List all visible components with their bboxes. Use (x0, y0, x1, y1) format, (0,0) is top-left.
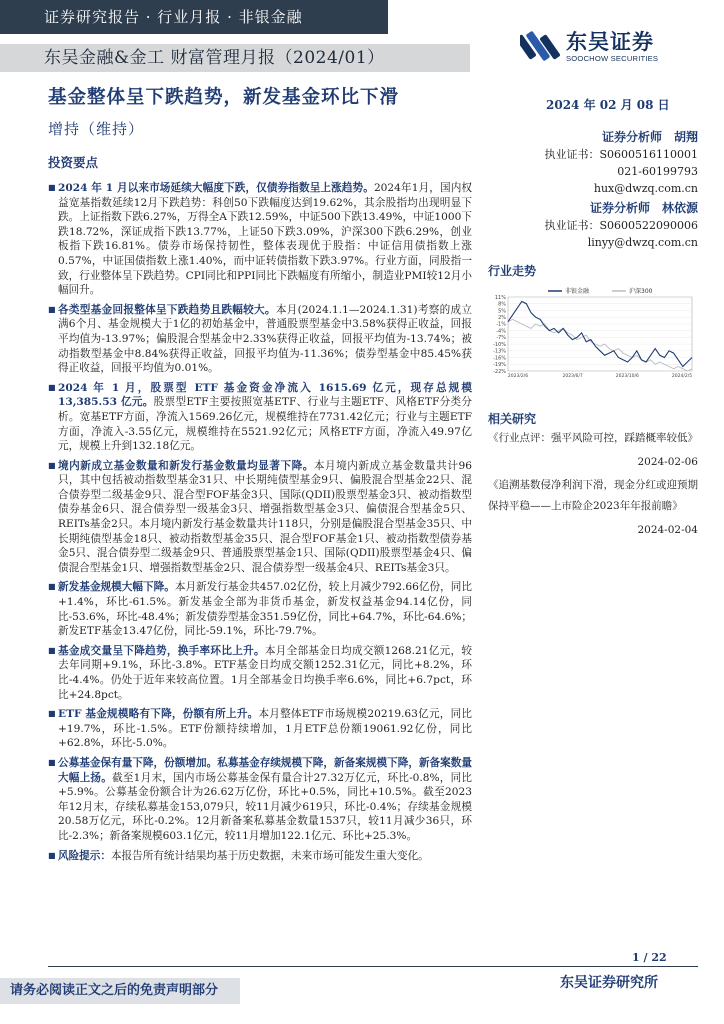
related-item[interactable]: 《行业点评：强平风险可控，踩踏概率较低》 (488, 432, 698, 444)
key-point-lead: 新发基金规模大幅下降。 (58, 581, 175, 594)
y-tick-label: 8% (498, 301, 506, 308)
y-tick-label: -13% (493, 348, 506, 355)
bullet-icon: ■ (48, 183, 56, 192)
company-logo (520, 24, 700, 68)
key-point (48, 707, 472, 751)
bullet-icon: ■ (48, 460, 56, 470)
investment-title: 投资要点 (48, 155, 99, 170)
bullet-icon: ■ (48, 382, 56, 392)
legend-label: 沪深300 (629, 288, 653, 295)
logo-mark-icon (520, 26, 560, 66)
report-category-banner (0, 0, 388, 34)
report-category: 证券研究报告 · 行业月报 · 非银金融 (44, 8, 303, 26)
analyst-phone: 021-60199793 (617, 165, 698, 178)
key-point-text: 2024年1月，国内权益宽基指数延续12月下跌趋势：科创50下跌幅度达到19.62%，其余股指均出现明显下跌。上证指数下跌6.27%，万得全A下跌12.59%，中证500下跌13.49%，中证1000下跌18.72%，深证成指下跌13.77%，上证50下跌3.09%，沪深300下跌6.29%，创业板指下跌16.81%。债券市场保持韧性，整体表现优于股指：中证信用债指数上涨0.57%，中证国债指数上涨1.40%，而中证转债指数下跌3.97%。行业方面，同股指一致，行业整体呈下跌趋势。CPI同比和PPI同比下跌幅度有所缩小，制造业PMI较12月小幅回升。 (58, 182, 472, 297)
key-point-text: 本报告所有统计结果均基于历史数据，未来市场可能发生重大变化。 (110, 849, 429, 862)
key-point-text: 本月整体ETF市场规模20219.63亿元，同比+19.7%，环比-1.5%。ETF份额持续增加，1月ETF总份额19061.92亿份，同比+62.8%，环比-5.0%。 (58, 708, 472, 750)
y-tick-label: -4% (496, 328, 506, 335)
logo-name: 东吴证券 (566, 29, 654, 54)
disclaimer-notice[interactable]: 请务必阅读正文之后的免责声明部分 (0, 978, 240, 1004)
key-point-text: 本月(2024.1.1—2024.1.31)考察的成立满6个月、基金规模大于1亿的初始基金中，普通股票型基金中3.58%获得正收益，回报平均值为-13.97%；偏股混合型基金中2.33%获得正收益，回报平均值为-13.74%；被动指数型基金中8.84%获得正收益，回报平均值为-11.36%；债券型基金中85.45%获得正收益，回报平均值为0.01%。 (58, 303, 472, 375)
analyst-block (488, 199, 698, 251)
key-point (48, 849, 472, 864)
key-point-lead: 境内新成立基金数量和新发行基金数量均显著下降。 (58, 459, 314, 472)
bullet-icon: ■ (48, 709, 56, 719)
y-tick-label: -10% (493, 341, 506, 348)
page-number: 1 / 22 (632, 951, 667, 964)
y-tick-label: 5% (498, 308, 506, 315)
bullet-icon: ■ (48, 645, 56, 655)
report-series-title (0, 44, 470, 72)
key-point (48, 381, 472, 454)
key-point-text: 股票型ETF主要按照宽基ETF、行业与主题ETF、风格ETF分类分析。宽基ETF方面，净流入1569.26亿元，规模维持在7731.42亿元；行业与主题ETF方面，净流入-3.55亿元，规模维持在5521.92亿元；风格ETF方面，净流入49.97亿元，规模上升到132.18亿元。 (58, 396, 472, 453)
key-point-text: 本月新发行基金共457.02亿份，较上月减少792.66亿份，同比+1.4%，环比-61.5%。新发基金全部为非货币基金，新发权益基金94.14亿份，同比-53.6%，环比-48.4%；新发债券型基金351.59亿份，同比+64.7%，环比-64.6%；新发ETF基金13.47亿份，同比-59.1%，环比-79.7%。 (58, 581, 473, 638)
key-point-lead: 2024 年 1 月以来市场延续大幅度下跌，仅债券指数呈上涨趋势。 (58, 182, 374, 194)
report-date: 2024 年 02 月 08 日 (546, 98, 670, 112)
y-tick-label: 11% (494, 294, 506, 301)
related-date: 2024-02-04 (637, 524, 698, 536)
key-point (48, 580, 472, 638)
analyst-title: 证券分析师 林依源 (589, 201, 698, 215)
plot-frame (508, 297, 692, 371)
key-point-text: 本月境内新成立基金数量共计96只，其中包括被动指数型基金31只、中长期纯债型基金9只、偏股混合型基金22只、混合债券型二级基金9只、混合型FOF基金3只、国际(QDII)股票型基金3只、被动指数型债券基金6只、混合债券型一级基金3只、增强指数型基金3只、偏债混合型基金5只、REITs基金2只。本月境内新发行基金数量共计118只，分别是偏股混合型基金35只、中长期纯债型基金18只、被动指数型基金35只、混合型FOF基金1只、被动指数型债券基金5只、混合债券型二级基金9只、普通股票型基金1只、国际(QDII)股票型基金4只、偏债混合型基金1只、增强指数型基金2只、混合债券型一级基金4只、REITs基金3只。 (58, 459, 473, 574)
key-point-lead: ETF 基金规模略有下降，份额有所上升。 (58, 708, 259, 721)
report-headline: 基金整体呈下跌趋势，新发基金环比下滑 (48, 87, 400, 108)
legend-label: 非银金融 (565, 288, 590, 295)
y-tick-label: -19% (493, 362, 506, 369)
bullet-icon: ■ (48, 304, 56, 314)
x-tick-label: 2023/10/6 (615, 374, 639, 379)
analyst-panel (488, 128, 698, 251)
key-point (48, 303, 472, 376)
institute-name: 东吴证券研究所 (560, 975, 658, 991)
y-tick-label: 2% (498, 314, 506, 321)
key-point-lead: 基金成交量呈下降趋势，换手率环比上升。 (58, 644, 265, 657)
y-tick-label: -22% (493, 368, 506, 375)
key-point-lead: 公募基金保有量下降，份额增加。私募基金存续规模下降，新备案规模下降，新备案数量大幅上扬。 (58, 756, 472, 784)
analyst-title: 证券分析师 胡翔 (601, 130, 698, 144)
report-series-title-text: 东吴金融&金工 财富管理月报（2024/01） (44, 48, 385, 68)
footer-divider (48, 966, 698, 967)
key-point-lead: 风险提示： (58, 849, 111, 862)
related-date: 2024-02-06 (637, 456, 698, 468)
y-tick-label: -16% (493, 355, 506, 362)
analyst-cert: 执业证书：S0600522090006 (544, 219, 698, 232)
logo-english: SOOCHOW SECURITIES (566, 54, 659, 63)
key-point-lead: 2024 年 1 月，股票型 ETF 基金资金净流入 1615.69 亿元，现存总规模 13,385.53 亿元。 (58, 381, 472, 409)
analyst-email[interactable]: linyy@dwzq.com.cn (587, 236, 698, 249)
related-item[interactable]: 《追溯基数侵净利润下滑，现金分红或迎预期保持平稳——上市险企2023年年报前瞻》 (488, 479, 698, 512)
bullet-icon: ■ (48, 757, 56, 767)
series-line (508, 302, 692, 367)
x-tick-label: 2023/2/6 (507, 374, 529, 379)
series-line (508, 319, 692, 371)
key-point-lead: 各类型基金回报整体呈下跌趋势且跌幅较大。 (58, 303, 276, 316)
x-tick-label: 2024/2/5 (671, 374, 693, 379)
key-point (48, 644, 472, 702)
analyst-email[interactable]: hux@dwzq.com.cn (593, 182, 698, 195)
related-title: 相关研究 (488, 412, 537, 426)
y-tick-label: -7% (496, 335, 506, 342)
bullet-icon: ■ (48, 582, 56, 592)
analyst-block (488, 128, 698, 197)
report-rating: 增持（维持） (48, 120, 145, 138)
analyst-cert: 执业证书：S0600516110001 (544, 148, 698, 161)
investment-highlights (48, 153, 472, 868)
key-point-text: 截至1月末，国内市场公募基金保有量合计27.32万亿元，环比-0.8%，同比+5.9%。公募基金份额合计为26.62万亿份，环比+0.5%，同比+10.5%。截至2023年12月末，存续私募基金153,079只，较11月减少619只，环比-0.4%；存续基金规模20.58万亿元，环比-0.2%。12月新备案私募基金数量1537只，较11月减少36只，环比-2.3%；新备案规模603.1亿元，较11月增加122.1亿元、环比+25.3%。 (58, 771, 472, 842)
key-point (48, 756, 472, 844)
bullet-icon: ■ (48, 850, 56, 860)
trend-chart (488, 283, 698, 381)
key-point (48, 181, 472, 298)
y-tick-label: -1% (496, 321, 506, 328)
trend-title: 行业走势 (488, 264, 537, 278)
key-point (48, 459, 472, 576)
key-point-text: 本月全部基金日均成交额1268.21亿元，较去年同期+9.1%，环比-3.8%。ETF基金日均成交额1252.31亿元，同比+8.2%，环比-4.4%。仍处于近年来较高位置。1月全部基金日均换手率6.6%，同比+6.7pct，环比+24.8pct。 (58, 644, 472, 701)
related-list (488, 428, 698, 543)
x-tick-label: 2023/6/7 (562, 374, 583, 379)
